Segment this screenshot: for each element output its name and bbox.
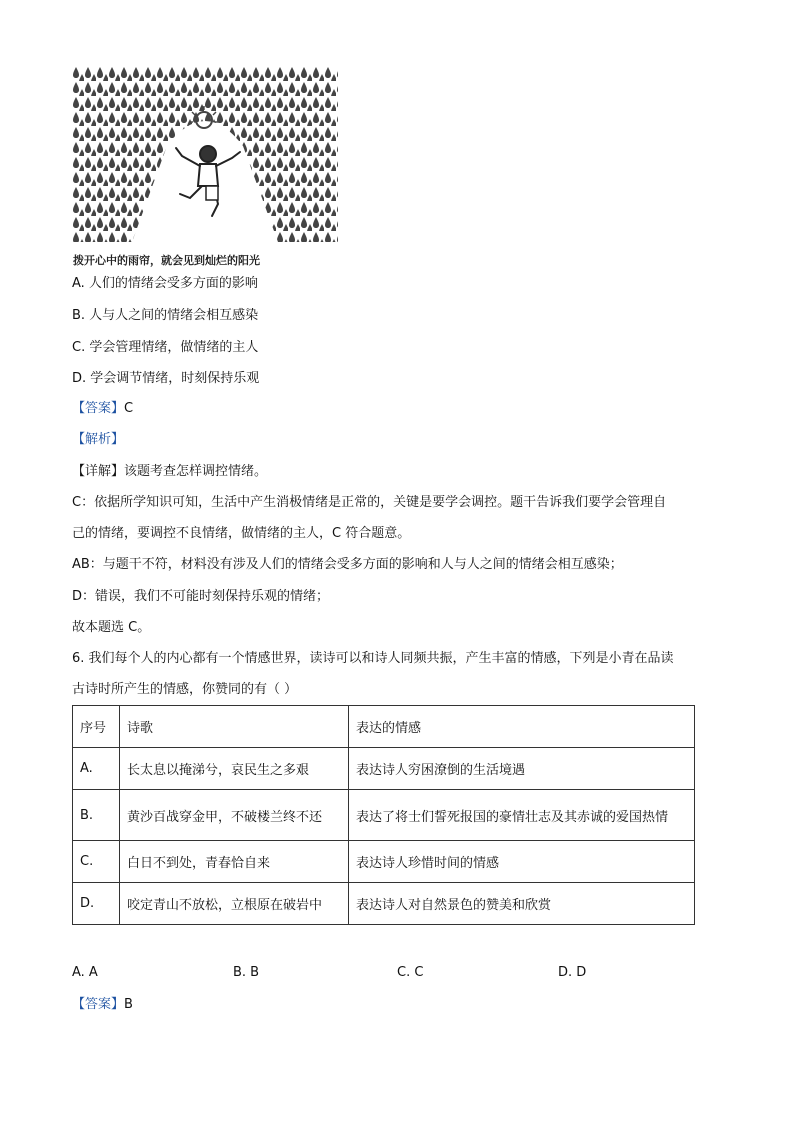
table-cell: 黄沙百战穿金甲，不破楼兰终不还 [120, 790, 349, 841]
table-cell: 表达诗人对自然景色的赞美和欣赏 [349, 883, 695, 925]
question-6-stem-cont: 古诗时所产生的情感，你赞同的有（ ） [72, 682, 298, 697]
answer-value: B [124, 997, 133, 1012]
table-cell: 长太息以掩涕兮，哀民生之多艰 [120, 748, 349, 790]
detail-line: 【详解】该题考查怎样调控情绪。 [72, 464, 268, 479]
detail-label: 详解 [85, 464, 112, 479]
table-row [73, 790, 695, 841]
table-cell: 表达诗人珍惜时间的情感 [349, 841, 695, 883]
option-d: D. 学会调节情绪，时刻保持乐观 [72, 371, 260, 386]
table-header-cell: 诗歌 [120, 706, 349, 748]
choice-d: D. D [558, 965, 587, 980]
table-cell: A. [73, 748, 120, 790]
answer-value: C [124, 401, 134, 416]
option-c: C. 学会管理情绪，做情绪的主人 [72, 340, 259, 355]
analysis-label: 解析 [85, 432, 112, 447]
table-cell: 表达诗人穷困潦倒的生活境遇 [349, 748, 695, 790]
answer-line-q6: 【答案】B [72, 997, 133, 1012]
explain-line: AB：与题干不符，材料没有涉及人们的情绪会受多方面的影响和人与人之间的情绪会相互感染； [72, 557, 623, 572]
table-cell: D. [73, 883, 120, 925]
table-cell: 白日不到处，青春恰自来 [120, 841, 349, 883]
explain-line: D：错误，我们不可能时刻保持乐观的情绪； [72, 589, 330, 604]
table-cell: 表达了将士们誓死报国的豪情壮志及其赤诚的爱国热情 [349, 790, 695, 841]
table-row [73, 883, 695, 925]
question-6-stem: 6. 我们每个人的内心都有一个情感世界，读诗可以和诗人同频共振，产生丰富的情感，下列是小青在品读 [72, 651, 674, 666]
table-cell: B. [73, 790, 120, 841]
table-header-cell: 序号 [73, 706, 120, 748]
rain-cartoon-illustration [72, 66, 338, 242]
table-cell: C. [73, 841, 120, 883]
explain-line: 己的情绪，要调控不良情绪，做情绪的主人，C 符合题意。 [72, 526, 411, 541]
option-b: B. 人与人之间的情绪会相互感染 [72, 308, 259, 323]
image-caption: 拨开心中的雨帘，就会见到灿烂的阳光 [73, 254, 260, 267]
poem-table [72, 705, 695, 925]
detail-text: 该题考查怎样调控情绪。 [124, 464, 268, 479]
choice-b: B. B [233, 965, 260, 980]
explain-line: 故本题选 C。 [72, 620, 151, 635]
option-a: A. 人们的情绪会受多方面的影响 [72, 276, 258, 291]
choice-c: C. C [397, 965, 424, 980]
table-cell: 咬定青山不放松，立根原在破岩中 [120, 883, 349, 925]
table-header-row [73, 706, 695, 748]
answer-label: 答案 [85, 997, 112, 1012]
explain-line: C：依据所学知识可知，生活中产生消极情绪是正常的，关键是要学会调控。题干告诉我们要学会管理自 [72, 495, 667, 510]
table-row [73, 748, 695, 790]
answer-line: 【答案】C [72, 401, 134, 416]
choice-a: A. A [72, 965, 98, 980]
answer-label: 答案 [85, 401, 112, 416]
table-header-cell: 表达的情感 [349, 706, 695, 748]
analysis-heading: 【解析】 [72, 432, 125, 447]
table-row [73, 841, 695, 883]
